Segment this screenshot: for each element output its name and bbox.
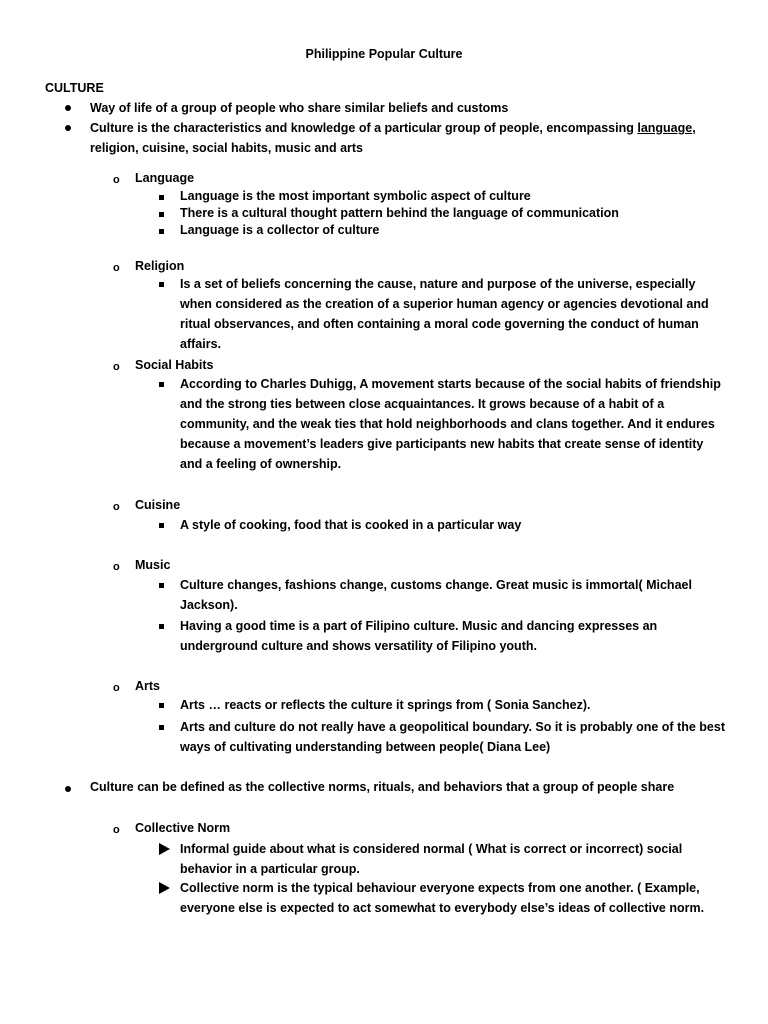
subheading-arts: Arts <box>135 679 161 693</box>
subheading-language: Language <box>135 171 195 185</box>
circle-bullet-icon: o <box>113 262 120 274</box>
circle-bullet-icon: o <box>113 361 120 373</box>
document-title: Philippine Popular Culture <box>305 47 463 61</box>
square-bullet-icon <box>159 195 164 200</box>
bullet-culture-definition: Culture is the characteristics and knowledge of a particular group of people, encompassing language, religion, cuisine, social habits, music and arts <box>90 121 696 155</box>
circle-bullet-icon: o <box>113 174 120 186</box>
cuisine-item-1: A style of cooking, food that is cooked in a particular way <box>180 518 522 532</box>
religion-item-1: Is a set of beliefs concerning the cause, nature and purpose of the universe, especially when considered as the creation of a superior human agency or agencies devotional and ritual observances, and often containing a moral code governing the conduct of human affairs. <box>180 277 709 351</box>
circle-bullet-icon: o <box>113 501 120 513</box>
square-bullet-icon <box>159 282 164 287</box>
bullet-dot-icon <box>65 125 71 131</box>
square-bullet-icon <box>159 624 164 629</box>
square-bullet-icon <box>159 523 164 528</box>
bullet-way-of-life: Way of life of a group of people who share similar beliefs and customs <box>90 101 509 115</box>
circle-bullet-icon: o <box>113 682 120 694</box>
bullet-collective-definition: Culture can be defined as the collective norms, rituals, and behaviors that a group of people share <box>90 780 675 794</box>
music-item-1: Culture changes, fashions change, customs change. Great music is immortal( Michael Jackson). <box>180 578 692 612</box>
music-item-2: Having a good time is a part of Filipino culture. Music and dancing expresses an underground culture and shows versatility of Filipino youth. <box>180 619 658 653</box>
arrow-bullet-icon <box>159 843 170 855</box>
square-bullet-icon <box>159 212 164 217</box>
subheading-music: Music <box>135 558 171 572</box>
language-item-1: Language is the most important symbolic aspect of culture <box>180 189 531 203</box>
arts-item-1: Arts … reacts or reflects the culture it springs from ( Sonia Sanchez). <box>180 698 591 712</box>
collective-norm-item-2: Collective norm is the typical behaviour everyone expects from one another. ( Example, everyone else is expected to act somewhat to everybody else’s ideas of collective norm. <box>180 881 705 915</box>
square-bullet-icon <box>159 583 164 588</box>
collective-norm-item-1: Informal guide about what is considered normal ( What is correct or incorrect) social behavior in a particular group. <box>180 842 683 876</box>
social-habits-item-1: According to Charles Duhigg, A movement starts because of the social habits of friendship and the strong ties between close acquaintances. It grows because of a habit of a community, and the weak ties that hold neighborhoods and clans together. And it endures because a movement’s leaders give participants new habits that create sense of identity and a feeling of ownership. <box>180 377 721 471</box>
section-heading-culture: CULTURE <box>45 81 104 95</box>
subheading-cuisine: Cuisine <box>135 498 181 512</box>
subheading-social-habits: Social Habits <box>135 358 214 372</box>
arrow-bullet-icon <box>159 882 170 894</box>
subheading-collective-norm: Collective Norm <box>135 821 231 835</box>
arts-item-2: Arts and culture do not really have a geopolitical boundary. So it is probably one of the best ways of cultivating understanding between people( Diana Lee) <box>180 720 725 754</box>
square-bullet-icon <box>159 229 164 234</box>
bullet-dot-icon <box>65 105 71 111</box>
bullet-dot-icon <box>65 786 71 792</box>
square-bullet-icon <box>159 703 164 708</box>
circle-bullet-icon: o <box>113 824 120 836</box>
language-item-2: There is a cultural thought pattern behind the language of communication <box>180 206 619 220</box>
square-bullet-icon <box>159 382 164 387</box>
circle-bullet-icon: o <box>113 561 120 573</box>
subheading-religion: Religion <box>135 259 185 273</box>
square-bullet-icon <box>159 725 164 730</box>
underlined-language: language <box>637 121 693 135</box>
language-item-3: Language is a collector of culture <box>180 223 380 237</box>
